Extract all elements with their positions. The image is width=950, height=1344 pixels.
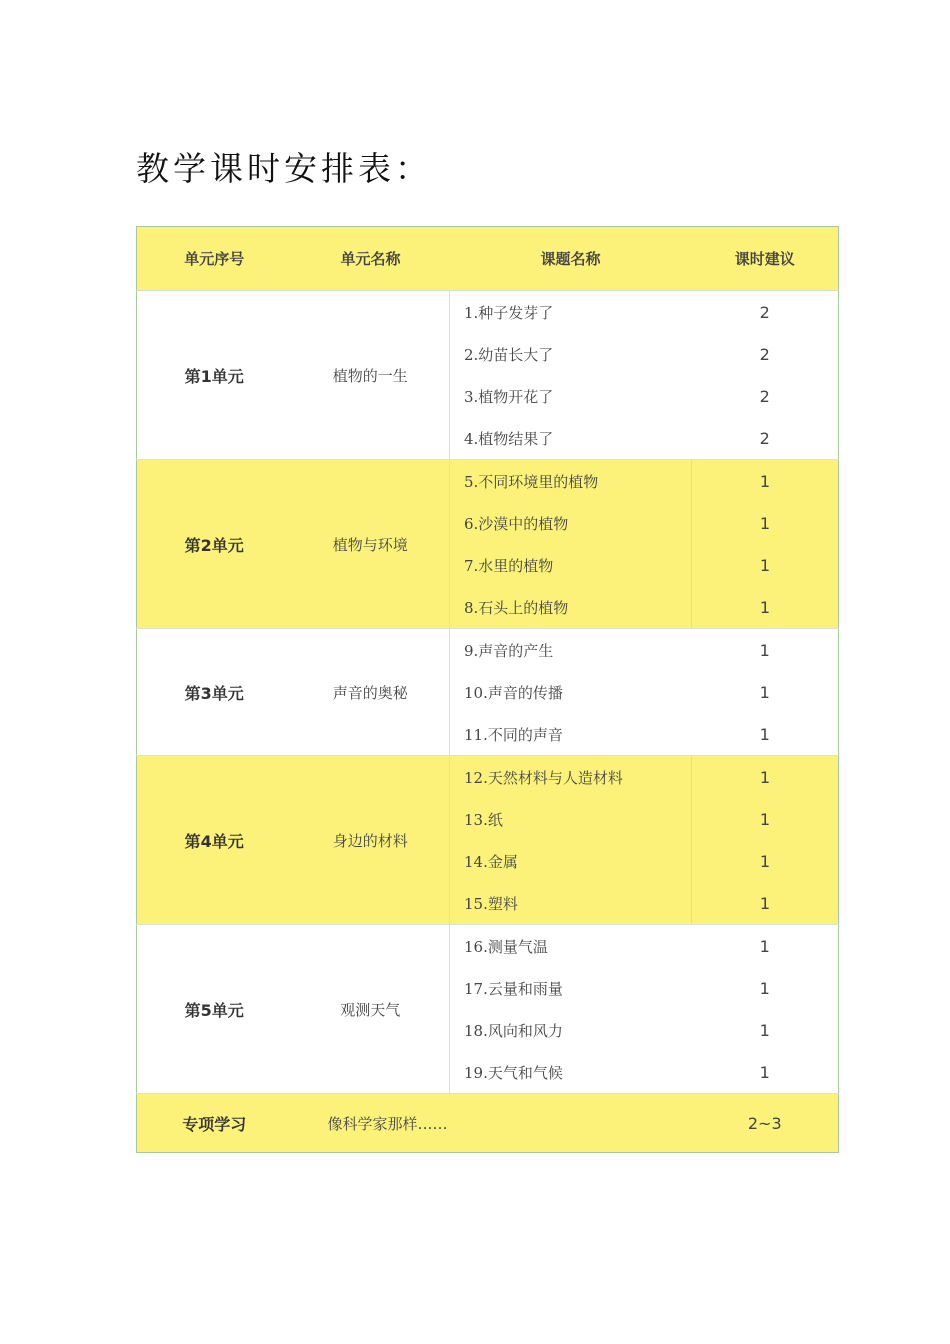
lesson-hours-cell: 1	[692, 840, 839, 882]
lesson-title-cell: 1.种子发芽了	[464, 303, 554, 322]
unit-number-cell: 第3单元	[137, 629, 292, 756]
lesson-hours-cell: 1	[759, 1020, 770, 1040]
header-unit-number: 单元序号	[137, 227, 292, 291]
lesson-hours-cell: 2	[759, 386, 770, 406]
page-title: 教学课时安排表：	[136, 149, 432, 188]
lesson-title-cell: 11.不同的声音	[464, 725, 563, 744]
table-row	[137, 925, 839, 968]
unit-name-cell: 植物的一生	[292, 291, 450, 460]
lesson-hours-cell: 2	[759, 428, 770, 448]
lesson-title-cell: 17.云量和雨量	[464, 979, 563, 998]
lesson-title-cell: 18.风向和风力	[464, 1021, 563, 1040]
lesson-hours-cell: 1	[692, 460, 839, 503]
lesson-title-cell: 13.纸	[450, 798, 692, 840]
lesson-title-cell: 19.天气和气候	[464, 1063, 563, 1082]
table-row	[137, 460, 839, 503]
unit-number-cell: 第4单元	[137, 756, 292, 925]
lesson-title-cell: 12.天然材料与人造材料	[450, 756, 692, 799]
lesson-hours-cell: 1	[759, 682, 770, 702]
lesson-hours-cell: 1	[759, 978, 770, 998]
special-hours-cell: 2~3	[692, 1094, 839, 1153]
lesson-hours-cell: 1	[692, 629, 839, 672]
special-name-cell: 像科学家那样……	[292, 1094, 692, 1153]
table-row	[137, 756, 839, 799]
unit-number-cell: 第1单元	[184, 366, 244, 386]
lesson-hours-cell: 1	[692, 925, 839, 968]
lesson-schedule-table	[136, 226, 839, 1153]
lesson-hours-cell: 1	[692, 882, 839, 925]
lesson-hours-cell: 1	[692, 502, 839, 544]
lesson-title-cell: 6.沙漠中的植物	[450, 502, 692, 544]
lesson-hours-cell: 1	[692, 544, 839, 586]
unit-name-cell: 植物与环境	[292, 460, 450, 629]
lesson-title-cell: 8.石头上的植物	[450, 586, 692, 629]
table-body	[137, 291, 839, 1153]
header-lesson-title: 课题名称	[450, 227, 692, 291]
table-row	[137, 629, 839, 672]
table-row	[137, 291, 839, 334]
lesson-title-cell: 5.不同环境里的植物	[450, 460, 692, 503]
lesson-title-cell: 9.声音的产生	[450, 629, 692, 672]
unit-name-cell: 声音的奥秘	[292, 629, 450, 756]
special-study-row	[137, 1094, 839, 1153]
lesson-hours-cell: 1	[759, 724, 770, 744]
unit-number-cell: 第2单元	[137, 460, 292, 629]
lesson-hours-cell: 1	[692, 586, 839, 629]
lesson-hours-cell: 2	[759, 302, 770, 322]
table-header-row	[137, 227, 839, 291]
special-number-cell: 专项学习	[137, 1094, 292, 1153]
lesson-title-cell: 2.幼苗长大了	[464, 345, 554, 364]
lesson-hours-cell: 1	[692, 756, 839, 799]
lesson-title-cell: 15.塑料	[450, 882, 692, 925]
unit-name-cell: 身边的材料	[292, 756, 450, 925]
lesson-title-cell: 7.水里的植物	[450, 544, 692, 586]
lesson-title-cell: 16.测量气温	[450, 925, 692, 968]
lesson-title-cell: 4.植物结果了	[464, 429, 554, 448]
header-suggested-hours: 课时建议	[692, 227, 839, 291]
lesson-title-cell: 3.植物开花了	[464, 387, 554, 406]
lesson-hours-cell: 1	[692, 798, 839, 840]
unit-name-cell: 观测天气	[292, 925, 450, 1094]
lesson-title-cell: 14.金属	[450, 840, 692, 882]
unit-number-cell: 第5单元	[137, 925, 292, 1094]
header-unit-name: 单元名称	[292, 227, 450, 291]
lesson-hours-cell: 2	[759, 344, 770, 364]
lesson-title-cell: 10.声音的传播	[464, 683, 563, 702]
lesson-hours-cell: 1	[759, 1062, 770, 1082]
